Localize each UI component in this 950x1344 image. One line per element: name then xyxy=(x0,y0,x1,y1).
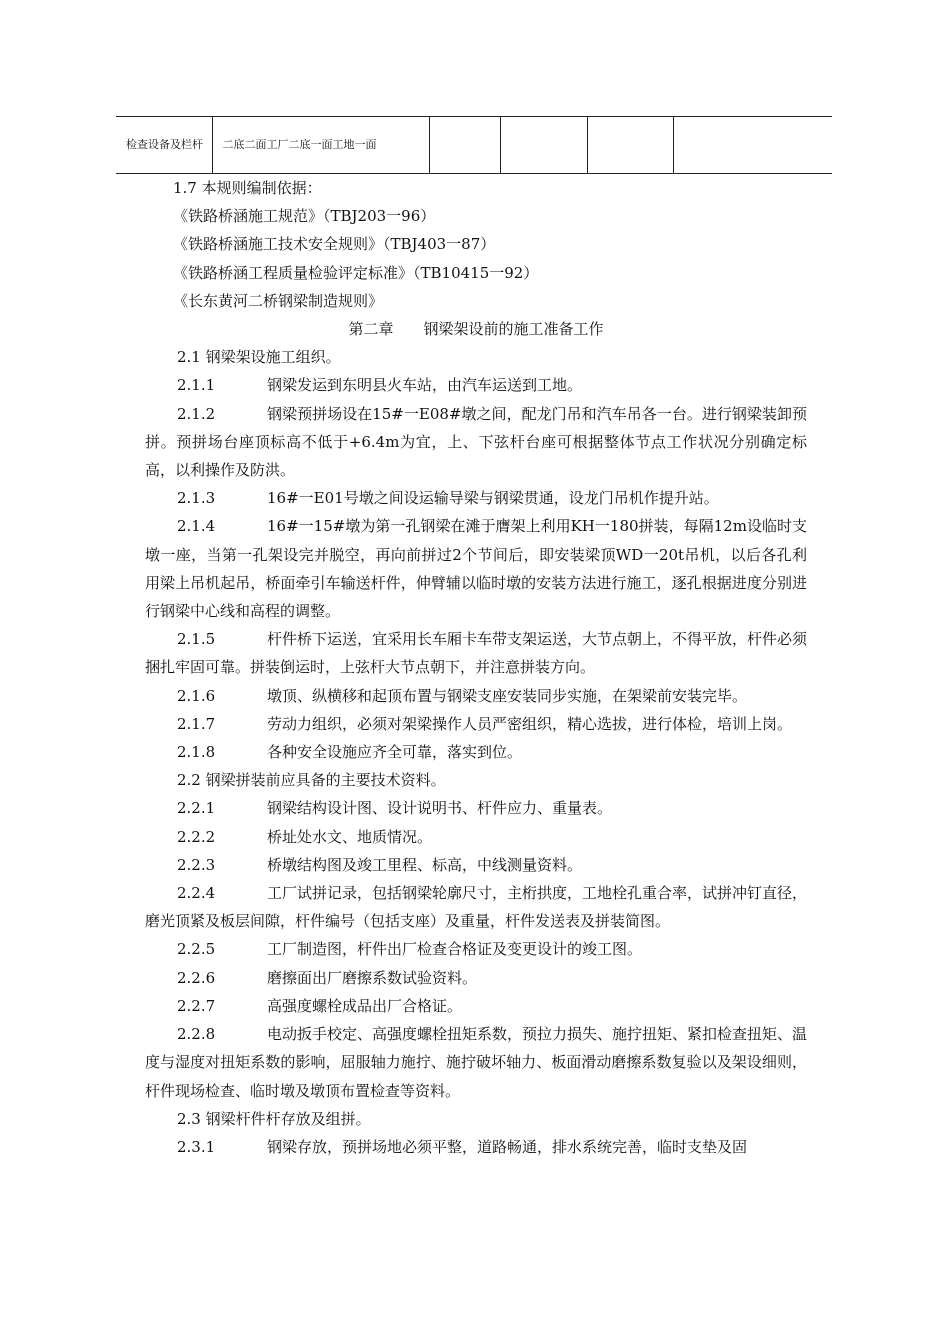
chapter-title: 第二章 钢梁架设前的施工准备工作 xyxy=(348,320,604,339)
clause-number: 2.1.2 xyxy=(177,404,216,423)
clause-text: 工厂制造图，杆件出厂检查合格证及变更设计的竣工图。 xyxy=(267,940,643,959)
clause-2-2-8 xyxy=(145,1020,807,1105)
clause-number: 2.1.4 xyxy=(177,517,216,536)
table-cell xyxy=(500,117,587,174)
clause-number: 2.2.1 xyxy=(177,799,216,818)
clause-2-2-6 xyxy=(145,964,807,992)
section-heading-1-7: 1.7 本规则编制依据： xyxy=(173,179,322,197)
reference-item: 《铁路桥涵施工技术安全规则》（TBJ403一87） xyxy=(173,235,496,254)
section-heading-2-1: 2.1 钢梁架设施工组织。 xyxy=(177,348,341,367)
table-cell xyxy=(587,117,673,174)
table-cell-item: 检查设备及栏杆 xyxy=(116,117,212,174)
clause-number: 2.1.8 xyxy=(177,743,216,762)
clause-number: 2.2.2 xyxy=(177,827,216,846)
clause-text: 磨擦面出厂磨擦系数试验资料。 xyxy=(267,968,478,987)
clause-2-1-4 xyxy=(145,512,807,625)
clause-text: 各种安全设施应齐全可靠，落实到位。 xyxy=(267,743,523,762)
clause-2-1-1 xyxy=(145,371,807,399)
clause-2-2-2 xyxy=(145,823,807,851)
clause-text: 杆件桥下运送，宜采用长车厢卡车带支架运送，大节点朝上，不得平放，杆件必须捆扎牢固可靠。拼装倒运时，上弦杆大节点朝下，并注意拼装方向。 xyxy=(145,630,808,677)
clause-number: 2.2.8 xyxy=(177,1025,216,1044)
clause-text: 劳动力组织，必须对架梁操作人员严密组织，精心选拔，进行体检，培训上岗。 xyxy=(267,714,793,733)
clause-number: 2.1.1 xyxy=(177,376,216,395)
table-row xyxy=(116,117,832,174)
reference-item: 《长东黄河二桥钢梁制造规则》 xyxy=(173,291,384,310)
document-body xyxy=(145,174,807,1161)
clause-number: 2.3.1 xyxy=(177,1137,216,1156)
clause-text: 桥址处水文、地质情况。 xyxy=(267,827,433,846)
clause-2-1-8 xyxy=(145,738,807,766)
clause-number: 2.2.3 xyxy=(177,855,216,874)
clause-text: 16#一E01号墩之间设运输导梁与钢梁贯通，设龙门吊机作提升站。 xyxy=(267,489,719,508)
clause-number: 2.1.6 xyxy=(177,686,216,705)
clause-2-2-1 xyxy=(145,794,807,822)
clause-2-2-4 xyxy=(145,879,807,935)
clause-number: 2.1.5 xyxy=(177,630,216,649)
clause-2-1-5 xyxy=(145,625,807,681)
clause-number: 2.2.6 xyxy=(177,968,216,987)
clause-text: 钢梁存放，预拼场地必须平整，道路畅通，排水系统完善，临时支垫及固 xyxy=(267,1137,748,1156)
reference-item: 《铁路桥涵施工规范》（TBJ203一96） xyxy=(173,207,436,226)
clause-text: 16#一15#墩为第一孔钢梁在滩于膺架上利用KH一180拼装，每隔12m设临时支墩一座，当第一孔架设完并脱空，再向前拼过2个节间后，即安装梁顶WD一20t吊机，以后各孔利用梁上吊机起吊，桥面牵引车输送杆件，伸臂辅以临时墩的安装方法进行施工，逐孔根据进度分别进行钢梁中心线和高程的调整。 xyxy=(145,517,807,621)
clause-2-2-3 xyxy=(145,851,807,879)
clause-text: 钢梁预拼场设在15#一E08#墩之间，配龙门吊和汽车吊各一台。进行钢梁装卸预拼。预拼场台座顶标高不低于+6.4m为宜，上、下弦杆台座可根据整体节点工作状况分别确定标高，以利操作及防洪。 xyxy=(145,404,807,480)
table-cell xyxy=(429,117,500,174)
clause-number: 2.2.5 xyxy=(177,940,216,959)
clause-text: 工厂试拼记录，包括钢梁轮廓尺寸，主桁拱度，工地栓孔重合率，试拼冲钉直径，磨光顶紧及板层间隙，杆件编号（包括支座）及重量，杆件发送表及拼装简图。 xyxy=(145,884,808,931)
clause-2-2-5 xyxy=(145,935,807,963)
clause-number: 2.1.7 xyxy=(177,714,216,733)
clause-2-1-7 xyxy=(145,710,807,738)
clause-2-2-7 xyxy=(145,992,807,1020)
table-cell-coating: 二底二面工厂二底一面工地一面 xyxy=(212,117,429,174)
clause-2-1-6 xyxy=(145,682,807,710)
clause-text: 钢梁结构设计图、设计说明书、杆件应力、重量表。 xyxy=(267,799,613,818)
clause-text: 高强度螺栓成品出厂合格证。 xyxy=(267,996,463,1015)
clause-text: 墩顶、纵横移和起顶布置与钢梁支座安装同步实施，在架梁前安装完毕。 xyxy=(267,686,748,705)
section-heading-2-3: 2.3 钢梁杆件杆存放及组拼。 xyxy=(177,1109,371,1128)
section-heading-2-2: 2.2 钢梁拼装前应具备的主要技术资料。 xyxy=(177,771,446,790)
inspection-table xyxy=(116,116,832,174)
clause-number: 2.1.3 xyxy=(177,489,216,508)
reference-item: 《铁路桥涵工程质量检验评定标准》（TB10415一92） xyxy=(173,263,539,282)
clause-number: 2.2.7 xyxy=(177,996,216,1015)
clause-text: 电动扳手校定、高强度螺栓扭矩系数，预拉力损失、施拧扭矩、紧扣检查扭矩、温度与湿度对扭矩系数的影响，屈服轴力施拧、施拧破坏轴力、板面滑动磨擦系数复验以及架设细则，杆件现场检查、临时墩及墩顶布置检查等资料。 xyxy=(145,1025,808,1100)
clause-text: 桥墩结构图及竣工里程、标高，中线测量资料。 xyxy=(267,855,583,874)
clause-2-3-1 xyxy=(145,1133,807,1161)
clause-number: 2.2.4 xyxy=(177,884,216,903)
table-cell xyxy=(673,117,832,174)
clause-2-1-3 xyxy=(145,484,807,512)
clause-2-1-2 xyxy=(145,400,807,485)
clause-text: 钢梁发运到东明县火车站，由汽车运送到工地。 xyxy=(267,376,583,395)
